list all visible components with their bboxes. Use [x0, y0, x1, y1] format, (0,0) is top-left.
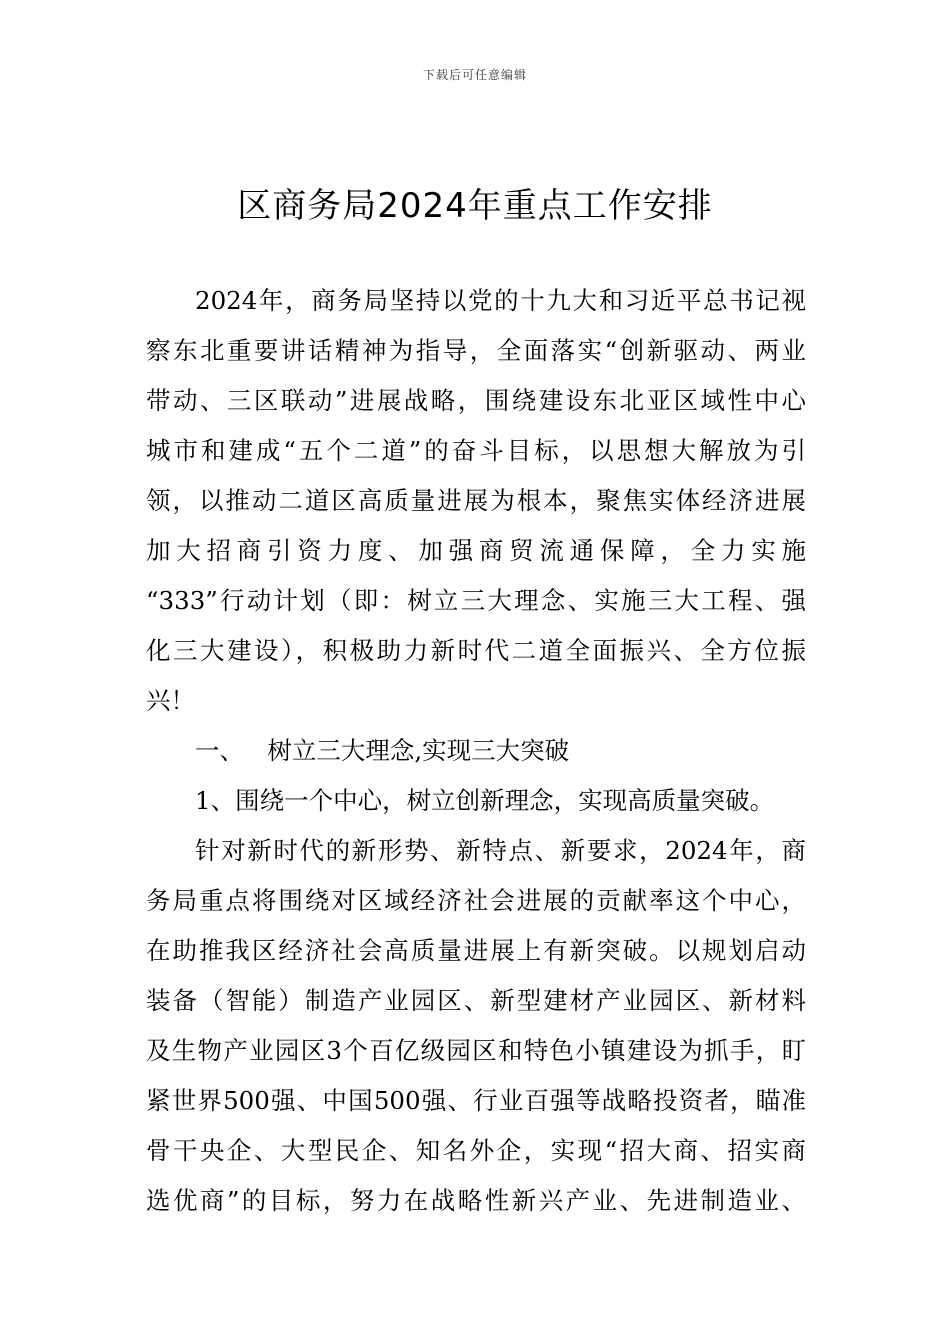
paragraph-line: 2024年，商务局坚持以党的十九大和习近平总书记视 — [195, 286, 806, 315]
paragraph-line: 带动、三区联动”进展战略，围绕建设东北亚区域性中心 — [146, 386, 806, 415]
paragraph-line: 察东北重要讲话精神为指导，全面落实“创新驱动、两业 — [146, 336, 806, 365]
paragraph-line: 领，以推动二道区高质量进展为根本，聚焦实体经济进展 — [146, 486, 806, 515]
paragraph-line: 兴！ — [146, 686, 195, 715]
paragraph-line: 城市和建成“五个二道”的奋斗目标，以思想大解放为引 — [146, 436, 806, 465]
paragraph-line: 加大招商引资力度、加强商贸流通保障，全力实施 — [146, 536, 806, 565]
page-header-note: 下载后可任意编辑 — [422, 68, 527, 82]
paragraph-line: 紧世界500强、中国500强、行业百强等战略投资者，瞄准 — [146, 1086, 806, 1115]
paragraph-line: 针对新时代的新形势、新特点、新要求，2024年，商 — [195, 836, 806, 865]
section-heading: 一、 树立三大理念,实现三大突破 — [195, 736, 570, 765]
paragraph-line: 及生物产业园区3个百亿级园区和特色小镇建设为抓手，盯 — [146, 1036, 806, 1065]
paragraph-line: 化三大建设），积极助力新时代二道全面振兴、全方位振 — [146, 636, 806, 665]
paragraph-line: “333”行动计划（即：树立三大理念、实施三大工程、强 — [146, 586, 806, 615]
paragraph-line: 骨干央企、大型民企、知名外企，实现“招大商、招实商 — [146, 1136, 806, 1165]
paragraph-line: 选优商”的目标，努力在战略性新兴产业、先进制造业、 — [146, 1186, 806, 1215]
subsection-heading: 1、围绕一个中心，树立创新理念，实现高质量突破。 — [195, 786, 775, 815]
paragraph-line: 务局重点将围绕对区域经济社会进展的贡献率这个中心， — [146, 886, 806, 915]
paragraph-line: 装备（智能）制造产业园区、新型建材产业园区、新材料 — [146, 986, 806, 1015]
paragraph-line: 在助推我区经济社会高质量进展上有新突破。以规划启动 — [146, 936, 806, 965]
document-body — [146, 276, 806, 1226]
paragraph-detail — [146, 826, 806, 1226]
document-title: 区商务局2024年重点工作安排 — [237, 186, 713, 226]
paragraph-intro — [146, 276, 806, 726]
